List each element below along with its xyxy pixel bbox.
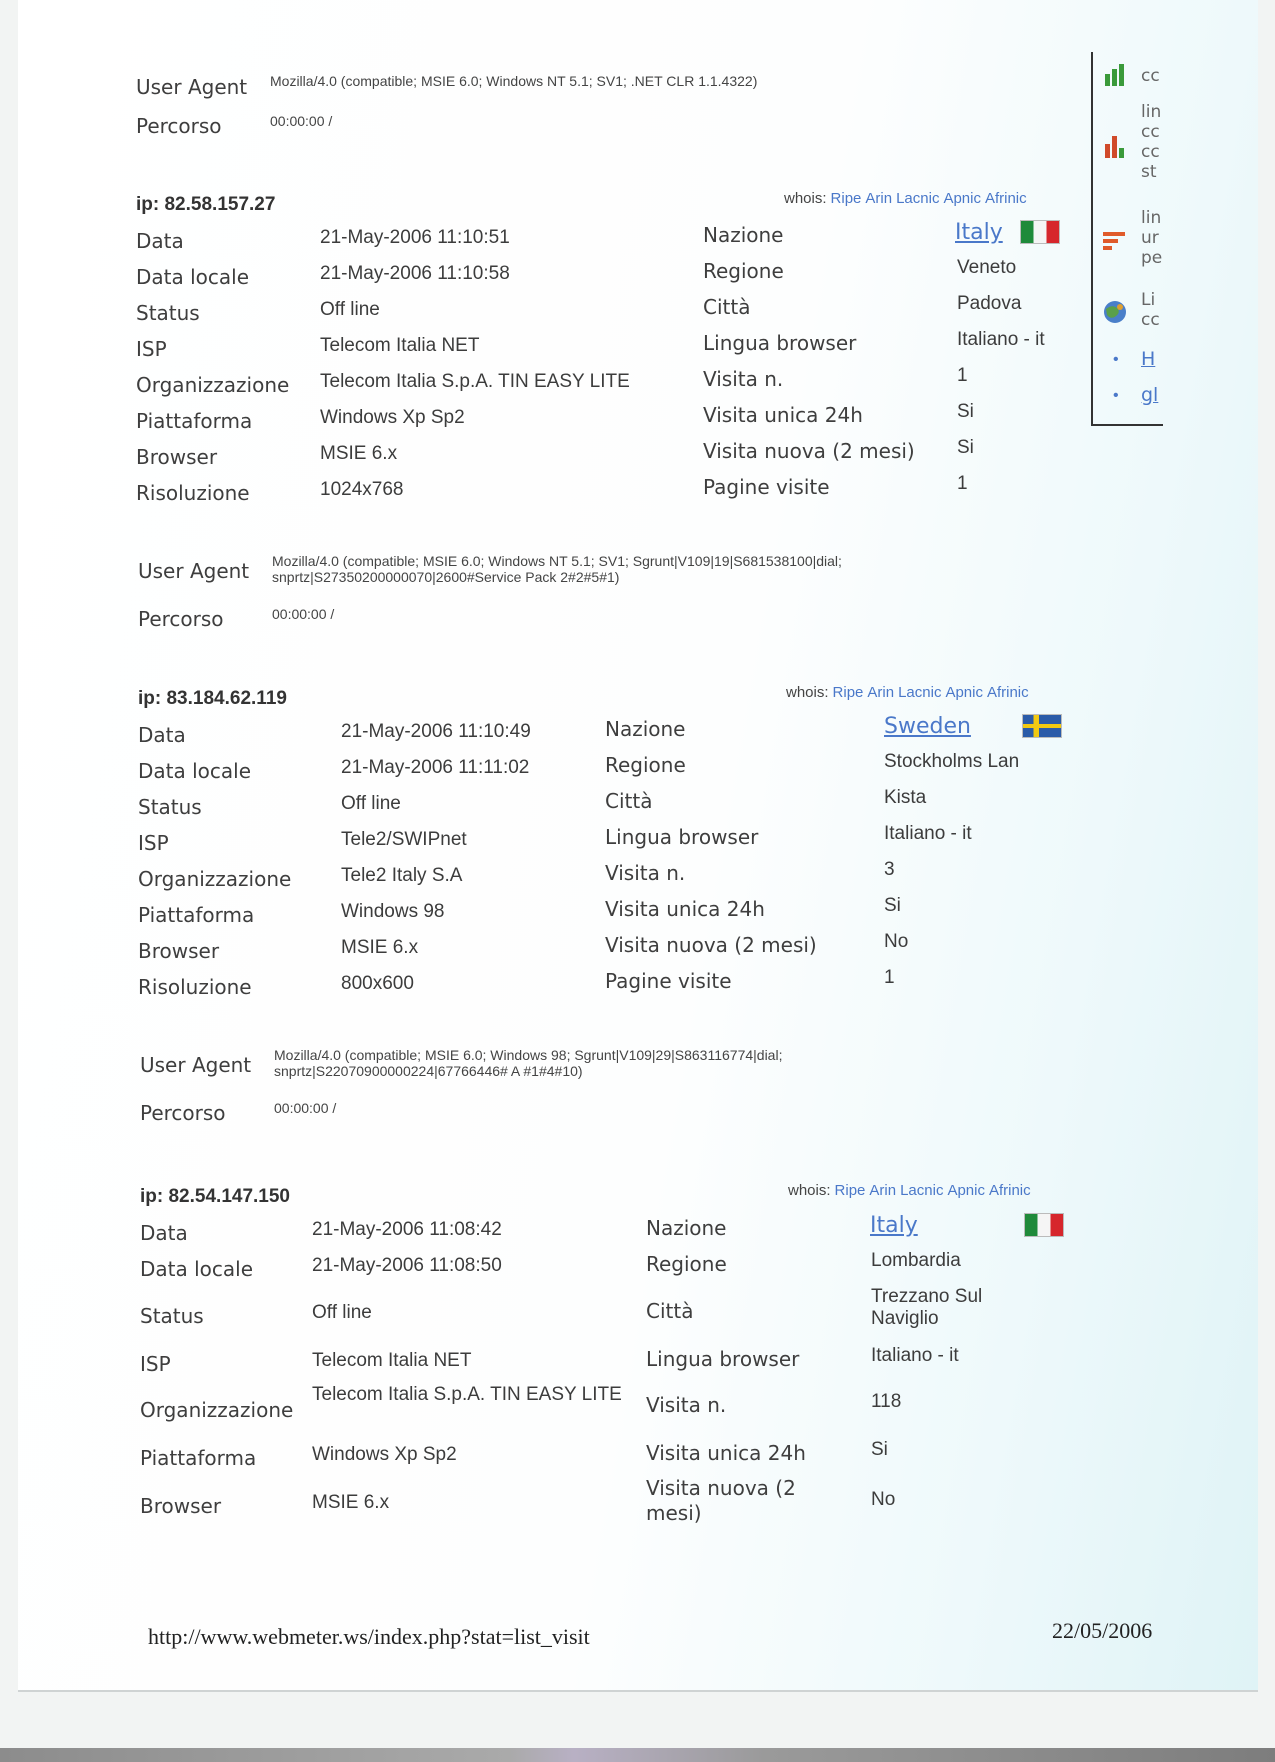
- field-value: Veneto: [957, 257, 1017, 278]
- field-label: Lingua browser: [646, 1347, 800, 1371]
- side-panel-text: lin ur pe: [1141, 208, 1163, 268]
- side-panel-text: Li cc: [1141, 290, 1160, 330]
- field-label: Piattaforma: [136, 409, 253, 433]
- field-label: Visita unica 24h: [703, 403, 863, 427]
- field-value: Telecom Italia NET: [312, 1350, 472, 1371]
- field-label: Visita n.: [646, 1393, 727, 1417]
- field-label: ISP: [136, 337, 167, 361]
- whois-link-arin[interactable]: Arin: [865, 190, 893, 207]
- field-value: No: [884, 931, 909, 952]
- whois-link-lacnic[interactable]: Lacnic: [896, 190, 940, 207]
- field-value: Telecom Italia S.p.A. TIN EASY LITE: [312, 1384, 622, 1405]
- field-label: Nazione: [703, 223, 784, 247]
- user-agent-value: [272, 553, 842, 585]
- field-value: Italiano - it: [957, 329, 1045, 350]
- italy-flag-icon: [1020, 220, 1060, 244]
- whois-link-ripe[interactable]: Ripe: [834, 1182, 866, 1199]
- field-label: Pagine visite: [605, 969, 732, 993]
- whois-link-lacnic[interactable]: Lacnic: [900, 1182, 944, 1199]
- percorso-label: Percorso: [138, 607, 224, 631]
- printed-page: [18, 0, 1258, 1692]
- field-label: Status: [140, 1304, 204, 1328]
- visit-ip: ip: 82.54.147.150: [140, 1186, 290, 1207]
- italy-flag-icon: [1024, 1213, 1064, 1237]
- field-label: Visita nuova (2 mesi): [605, 933, 817, 957]
- bar-chart-red-icon: [1103, 136, 1127, 158]
- sweden-flag-icon: [1022, 714, 1062, 738]
- field-label: Visita nuova (2 mesi): [703, 439, 915, 463]
- footer-url: http://www.webmeter.ws/index.php?stat=list_visit: [148, 1624, 590, 1649]
- field-label: Data locale: [136, 265, 250, 289]
- field-value: Off line: [320, 299, 380, 320]
- field-label: ISP: [140, 1352, 171, 1376]
- field-label: Nazione: [605, 717, 686, 741]
- field-value: 118: [871, 1391, 902, 1412]
- field-label: Visita unica 24h: [605, 897, 765, 921]
- field-value: Tele2/SWIPnet: [341, 829, 467, 850]
- field-value: Si: [957, 437, 974, 458]
- footer-date: 22/05/2006: [1052, 1618, 1153, 1643]
- field-label: Lingua browser: [605, 825, 759, 849]
- field-value: 1: [957, 365, 968, 386]
- bar-chart-green-icon: [1103, 64, 1127, 86]
- field-label: Status: [136, 301, 200, 325]
- user-agent-value: Mozilla/4.0 (compatible; MSIE 6.0; Windows NT 5.1; SV1; .NET CLR 1.1.4322): [270, 73, 758, 89]
- user-agent-label: User Agent: [138, 559, 250, 583]
- field-value: Tele2 Italy S.A: [341, 865, 463, 886]
- field-label: Organizzazione: [136, 373, 290, 397]
- side-panel: [1091, 52, 1163, 426]
- whois-links: [786, 684, 1029, 701]
- bullet-icon: •: [1113, 387, 1119, 404]
- field-label: Browser: [136, 445, 218, 469]
- bullet-icon: •: [1113, 351, 1119, 368]
- field-label: Piattaforma: [140, 1446, 257, 1470]
- field-label: Status: [138, 795, 202, 819]
- user-agent-line: snprtz|S22070900000224|67766446# A #1#4#10): [274, 1063, 583, 1079]
- side-panel-link[interactable]: gl: [1141, 384, 1159, 406]
- field-value: 21-May-2006 11:10:51: [320, 227, 510, 248]
- field-value: Si: [957, 401, 974, 422]
- field-label: Regione: [703, 259, 784, 283]
- user-agent-label: User Agent: [140, 1053, 252, 1077]
- field-label: Data locale: [138, 759, 252, 783]
- horizontal-bars-icon: [1103, 230, 1127, 252]
- field-label: Regione: [646, 1252, 727, 1276]
- user-agent-line: Mozilla/4.0 (compatible; MSIE 6.0; Windows NT 5.1; SV1; Sgrunt|V109|19|S681538100|dial;: [272, 553, 842, 569]
- percorso-value: 00:00:00 /: [274, 1100, 337, 1116]
- field-label: Organizzazione: [138, 867, 292, 891]
- user-agent-line: Mozilla/4.0 (compatible; MSIE 6.0; Windows 98; Sgrunt|V109|29|S863116774|dial;: [274, 1047, 783, 1063]
- field-value: Stockholms Lan: [884, 751, 1020, 772]
- whois-link-ripe[interactable]: Ripe: [832, 684, 864, 701]
- field-value: Windows 98: [341, 901, 445, 922]
- field-value: 3: [884, 859, 895, 880]
- whois-label: whois:: [786, 684, 829, 701]
- user-agent-value: [274, 1047, 782, 1079]
- percorso-label: Percorso: [136, 114, 222, 138]
- field-label: Città: [605, 789, 653, 813]
- country-link[interactable]: Sweden: [884, 714, 971, 739]
- field-value: MSIE 6.x: [312, 1492, 390, 1513]
- field-label: Visita n.: [703, 367, 784, 391]
- whois-links: [784, 190, 1027, 207]
- field-label: Data: [140, 1221, 188, 1245]
- field-value: Italiano - it: [871, 1345, 959, 1366]
- whois-label: whois:: [788, 1182, 831, 1199]
- field-label: Browser: [140, 1494, 222, 1518]
- field-label: ISP: [138, 831, 169, 855]
- field-label: Pagine visite: [703, 475, 830, 499]
- whois-link-arin[interactable]: Arin: [867, 684, 895, 701]
- field-label: Browser: [138, 939, 220, 963]
- percorso-value: 00:00:00 /: [270, 113, 333, 129]
- field-value: MSIE 6.x: [320, 443, 398, 464]
- visit-ip: ip: 82.58.157.27: [136, 194, 276, 215]
- field-value: Italiano - it: [884, 823, 972, 844]
- whois-label: whois:: [784, 190, 827, 207]
- field-value: Trezzano Sul Naviglio: [871, 1286, 983, 1329]
- field-label: Risoluzione: [138, 975, 252, 999]
- field-value: Lombardia: [871, 1250, 961, 1271]
- percorso-value: 00:00:00 /: [272, 606, 335, 622]
- field-value: Windows Xp Sp2: [320, 407, 465, 428]
- whois-link-lacnic[interactable]: Lacnic: [898, 684, 942, 701]
- whois-link-afrinic[interactable]: Afrinic: [986, 684, 1029, 701]
- field-value: 21-May-2006 11:10:49: [341, 721, 531, 742]
- field-label: Data: [138, 723, 186, 747]
- field-label: Regione: [605, 753, 686, 777]
- field-label: Città: [703, 295, 751, 319]
- country-link[interactable]: Italy: [870, 1213, 918, 1238]
- field-value: No: [871, 1489, 896, 1510]
- user-agent-line: snprtz|S27350200000070|2600#Service Pack 2#2#5#1): [272, 569, 620, 585]
- field-label: Nazione: [646, 1216, 727, 1240]
- field-label: Lingua browser: [703, 331, 857, 355]
- field-value: MSIE 6.x: [341, 937, 419, 958]
- whois-link-apnic[interactable]: Apnic: [947, 1182, 985, 1199]
- field-label: Visita n.: [605, 861, 686, 885]
- field-value: Si: [871, 1439, 888, 1460]
- side-panel-text: cc: [1141, 66, 1160, 86]
- side-panel-link[interactable]: H: [1141, 348, 1156, 370]
- whois-link-ripe[interactable]: Ripe: [830, 190, 862, 207]
- country-link[interactable]: Italy: [955, 220, 1003, 245]
- field-value: Padova: [957, 293, 1022, 314]
- field-value: Off line: [312, 1302, 372, 1323]
- field-label: Organizzazione: [140, 1398, 294, 1422]
- field-label: Risoluzione: [136, 481, 250, 505]
- whois-link-afrinic[interactable]: Afrinic: [984, 190, 1027, 207]
- field-value: Off line: [341, 793, 401, 814]
- globe-icon: [1103, 300, 1127, 324]
- visit-ip: ip: 83.184.62.119: [138, 688, 287, 709]
- field-value: 800x600: [341, 973, 414, 994]
- percorso-label: Percorso: [140, 1101, 226, 1125]
- field-value: 21-May-2006 11:10:58: [320, 263, 510, 284]
- field-value: 21-May-2006 11:08:50: [312, 1255, 502, 1276]
- field-label: Visita unica 24h: [646, 1441, 806, 1465]
- field-value: 21-May-2006 11:08:42: [312, 1219, 502, 1240]
- field-label: Data: [136, 229, 184, 253]
- field-label: Visita nuova (2 mesi): [646, 1476, 796, 1525]
- field-value: 1: [957, 473, 968, 494]
- whois-links: [788, 1182, 1031, 1199]
- field-value: 21-May-2006 11:11:02: [341, 757, 530, 778]
- field-value: Kista: [884, 787, 927, 808]
- side-panel-text: lin cc cc st: [1141, 102, 1162, 182]
- whois-link-arin[interactable]: Arin: [869, 1182, 897, 1199]
- whois-link-afrinic[interactable]: Afrinic: [988, 1182, 1031, 1199]
- field-label: Piattaforma: [138, 903, 255, 927]
- whois-link-apnic[interactable]: Apnic: [945, 684, 983, 701]
- field-value: Telecom Italia NET: [320, 335, 480, 356]
- whois-link-apnic[interactable]: Apnic: [943, 190, 981, 207]
- field-label: Data locale: [140, 1257, 254, 1281]
- field-value: 1: [884, 967, 895, 988]
- field-value: 1024x768: [320, 479, 404, 500]
- field-value: Si: [884, 895, 901, 916]
- field-label: Città: [646, 1299, 694, 1323]
- field-value: Telecom Italia S.p.A. TIN EASY LITE: [320, 371, 630, 392]
- field-value: Windows Xp Sp2: [312, 1444, 457, 1465]
- user-agent-label: User Agent: [136, 75, 248, 99]
- scanner-edge: [0, 1748, 1275, 1762]
